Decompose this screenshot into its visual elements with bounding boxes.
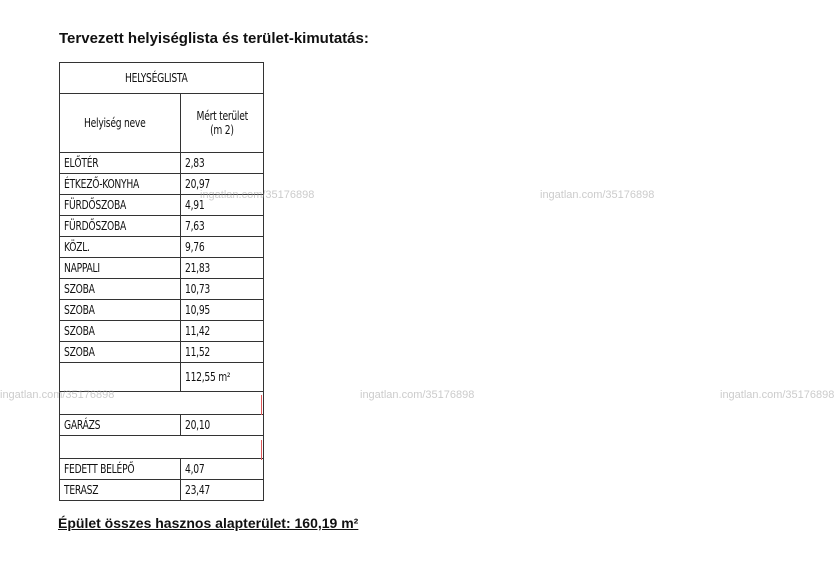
room-name: NAPPALI xyxy=(64,261,100,275)
watermark: ingatlan.com/35176898 xyxy=(720,389,834,401)
room-name: GARÁZS xyxy=(64,418,101,432)
room-name: FÜRDŐSZOBA xyxy=(64,198,127,212)
watermark: ingatlan.com/35176898 xyxy=(200,189,315,201)
room-area: 10,95 xyxy=(185,303,210,317)
room-name: KÖZL. xyxy=(64,240,90,254)
room-name: SZOBA xyxy=(64,282,95,296)
room-area: 10,73 xyxy=(185,282,210,296)
table-row xyxy=(60,342,263,363)
room-name: ELŐTÉR xyxy=(64,156,99,170)
room-area: 11,42 xyxy=(185,324,210,338)
total-building-area: Épület összes hasznos alapterület: 160,19 m² xyxy=(58,515,359,531)
total-area: 112,55 m² xyxy=(185,370,231,384)
table-row xyxy=(60,480,263,501)
table-row xyxy=(60,237,263,258)
table-row xyxy=(60,153,263,174)
table-row xyxy=(60,321,263,342)
room-area: 4,91 xyxy=(185,198,205,212)
room-name: SZOBA xyxy=(64,303,95,317)
red-mark xyxy=(261,440,262,460)
page-title: Tervezett helyiséglista és terület-kimutatás: xyxy=(59,30,369,47)
col-header-name: Helyiség neve xyxy=(60,94,181,152)
room-area: 7,63 xyxy=(185,219,205,233)
watermark: ingatlan.com/35176898 xyxy=(360,389,475,401)
room-area: 9,76 xyxy=(185,240,205,254)
watermark: ingatlan.com/35176898 xyxy=(0,389,115,401)
table-row xyxy=(60,279,263,300)
watermark: ingatlan.com/35176898 xyxy=(540,189,655,201)
table-header: HELYSÉGLISTA xyxy=(60,63,263,94)
table-row xyxy=(60,415,263,436)
room-name: FEDETT BELÉPŐ xyxy=(64,462,135,476)
room-area: 4,07 xyxy=(185,462,205,476)
red-mark xyxy=(261,395,262,415)
room-name: ÉTKEZŐ-KONYHA xyxy=(64,177,140,191)
room-area: 23,47 xyxy=(185,483,210,497)
room-area: 20,10 xyxy=(185,418,210,432)
room-area: 21,83 xyxy=(185,261,210,275)
spacer-row xyxy=(60,436,263,459)
col-header-area: Mért terület (m 2) xyxy=(196,109,248,137)
total-row xyxy=(60,363,263,392)
table-row xyxy=(60,216,263,237)
room-name: SZOBA xyxy=(64,345,95,359)
room-name: TERASZ xyxy=(64,483,99,497)
room-area: 20,97 xyxy=(185,177,210,191)
room-name: SZOBA xyxy=(64,324,95,338)
room-area: 2,83 xyxy=(185,156,205,170)
column-headers xyxy=(60,94,263,153)
room-area: 11,52 xyxy=(185,345,210,359)
room-table xyxy=(59,62,264,501)
table-row xyxy=(60,258,263,279)
room-name: FÜRDŐSZOBA xyxy=(64,219,127,233)
table-row xyxy=(60,300,263,321)
table-row xyxy=(60,459,263,480)
